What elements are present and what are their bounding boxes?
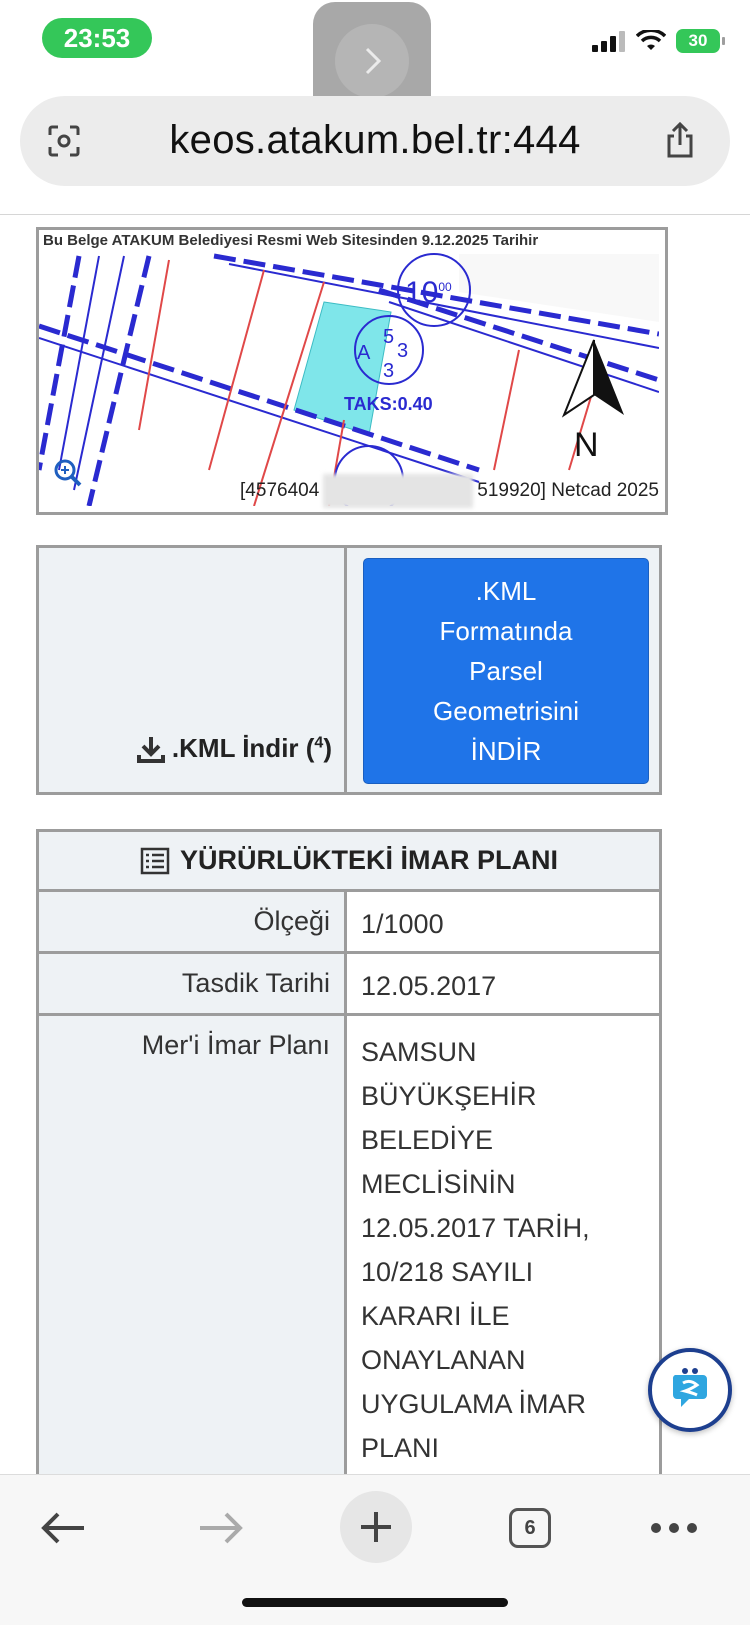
north-label: N [574, 426, 599, 464]
status-indicators [592, 26, 720, 56]
map-footer-left: [4576404 [240, 480, 320, 502]
list-icon [140, 847, 170, 875]
map-drawing [39, 230, 659, 506]
battery-level: 30 [688, 31, 708, 50]
taks-label: TAKS:0.40 [344, 394, 433, 414]
more-icon [650, 1522, 698, 1534]
home-indicator [242, 1598, 508, 1607]
kml-download-text [172, 733, 332, 764]
chat-icon [665, 1365, 715, 1415]
kml-geometry-download-button[interactable] [363, 558, 649, 784]
address-divider [0, 214, 750, 215]
hatched-area [459, 254, 659, 322]
signal-icon [592, 30, 626, 52]
status-time: 23:53 [42, 18, 152, 58]
chevron-right-icon [352, 41, 392, 81]
floor-den-label: 3 [383, 360, 395, 382]
zoom-icon[interactable] [53, 458, 83, 488]
new-tab-button[interactable] [340, 1491, 412, 1563]
kml-button-line-3: Parsel [469, 656, 543, 686]
plan-label-approval-date: Tasdik Tarihi [39, 954, 347, 1013]
back-button[interactable] [36, 1493, 92, 1563]
forward-arrow-icon [196, 1510, 244, 1546]
block-number-sup: 00 [438, 280, 452, 294]
kml-button-line-4: Geometrisini [433, 696, 579, 726]
kml-download-link[interactable] [136, 733, 332, 764]
share-icon[interactable] [660, 121, 700, 161]
block-number [405, 276, 452, 310]
chat-button[interactable] [648, 1348, 732, 1432]
kml-button-line-1: .KML [475, 576, 537, 606]
plan-row-scale [39, 892, 659, 954]
plan-row-current-plan [39, 1016, 659, 1482]
map-footer-right: 519920] Netcad 2025 [477, 480, 659, 502]
zoning-plan-table [36, 829, 662, 1479]
zone-label: A [357, 342, 371, 364]
back-arrow-icon [40, 1510, 88, 1546]
plus-icon [358, 1509, 394, 1545]
more-button[interactable] [646, 1493, 702, 1563]
address-bar[interactable] [20, 96, 730, 186]
battery-indicator [676, 29, 720, 53]
kml-download-table [36, 545, 662, 795]
floor-top-label: 5 [383, 326, 395, 348]
map-footer [240, 474, 659, 508]
kml-left-cell [39, 548, 347, 792]
kml-download-close: ) [323, 733, 332, 763]
plan-label-current-plan: Mer'i İmar Planı [39, 1016, 347, 1482]
plan-value-scale: 1/1000 [361, 909, 444, 939]
plan-row-approval-date [39, 954, 659, 1016]
download-icon [136, 734, 166, 764]
url-text[interactable]: keos.atakum.bel.tr:444 [169, 118, 581, 162]
parcel-map[interactable] [36, 227, 668, 515]
plan-value-current-plan: SAMSUN BÜYÜKŞEHİR BELEDİYE MECLİSİNİN 12.05.2017 TARİH, 10/218 SAYILI KARARI İLE ONAYLANAN UYGULAMA İMAR PLANI [361, 1037, 590, 1463]
plan-label-scale: Ölçeği [39, 892, 347, 951]
kml-download-sup: 4 [314, 734, 324, 752]
tabs-count: 6 [509, 1508, 551, 1548]
kml-download-label: .KML İndir ( [171, 733, 315, 763]
block-number-text: 10 [405, 276, 439, 309]
plan-table-title: YÜRÜRLÜKTEKİ İMAR PLANI [180, 845, 558, 875]
kml-button-text [433, 571, 579, 771]
plan-value-approval-date: 12.05.2017 [361, 971, 497, 1001]
kml-button-line-5: İNDİR [470, 736, 542, 766]
floor-num-label: 3 [397, 340, 409, 362]
plan-table-header [39, 832, 659, 892]
map-header-text: Bu Belge ATAKUM Belediyesi Resmi Web Sitesinden 9.12.2025 Tarihir [43, 232, 539, 249]
redacted-coordinates [323, 474, 473, 508]
kml-button-line-2: Formatında [439, 616, 573, 646]
forward-button[interactable] [192, 1493, 248, 1563]
wifi-icon [636, 30, 666, 52]
tabs-button[interactable] [506, 1493, 554, 1563]
